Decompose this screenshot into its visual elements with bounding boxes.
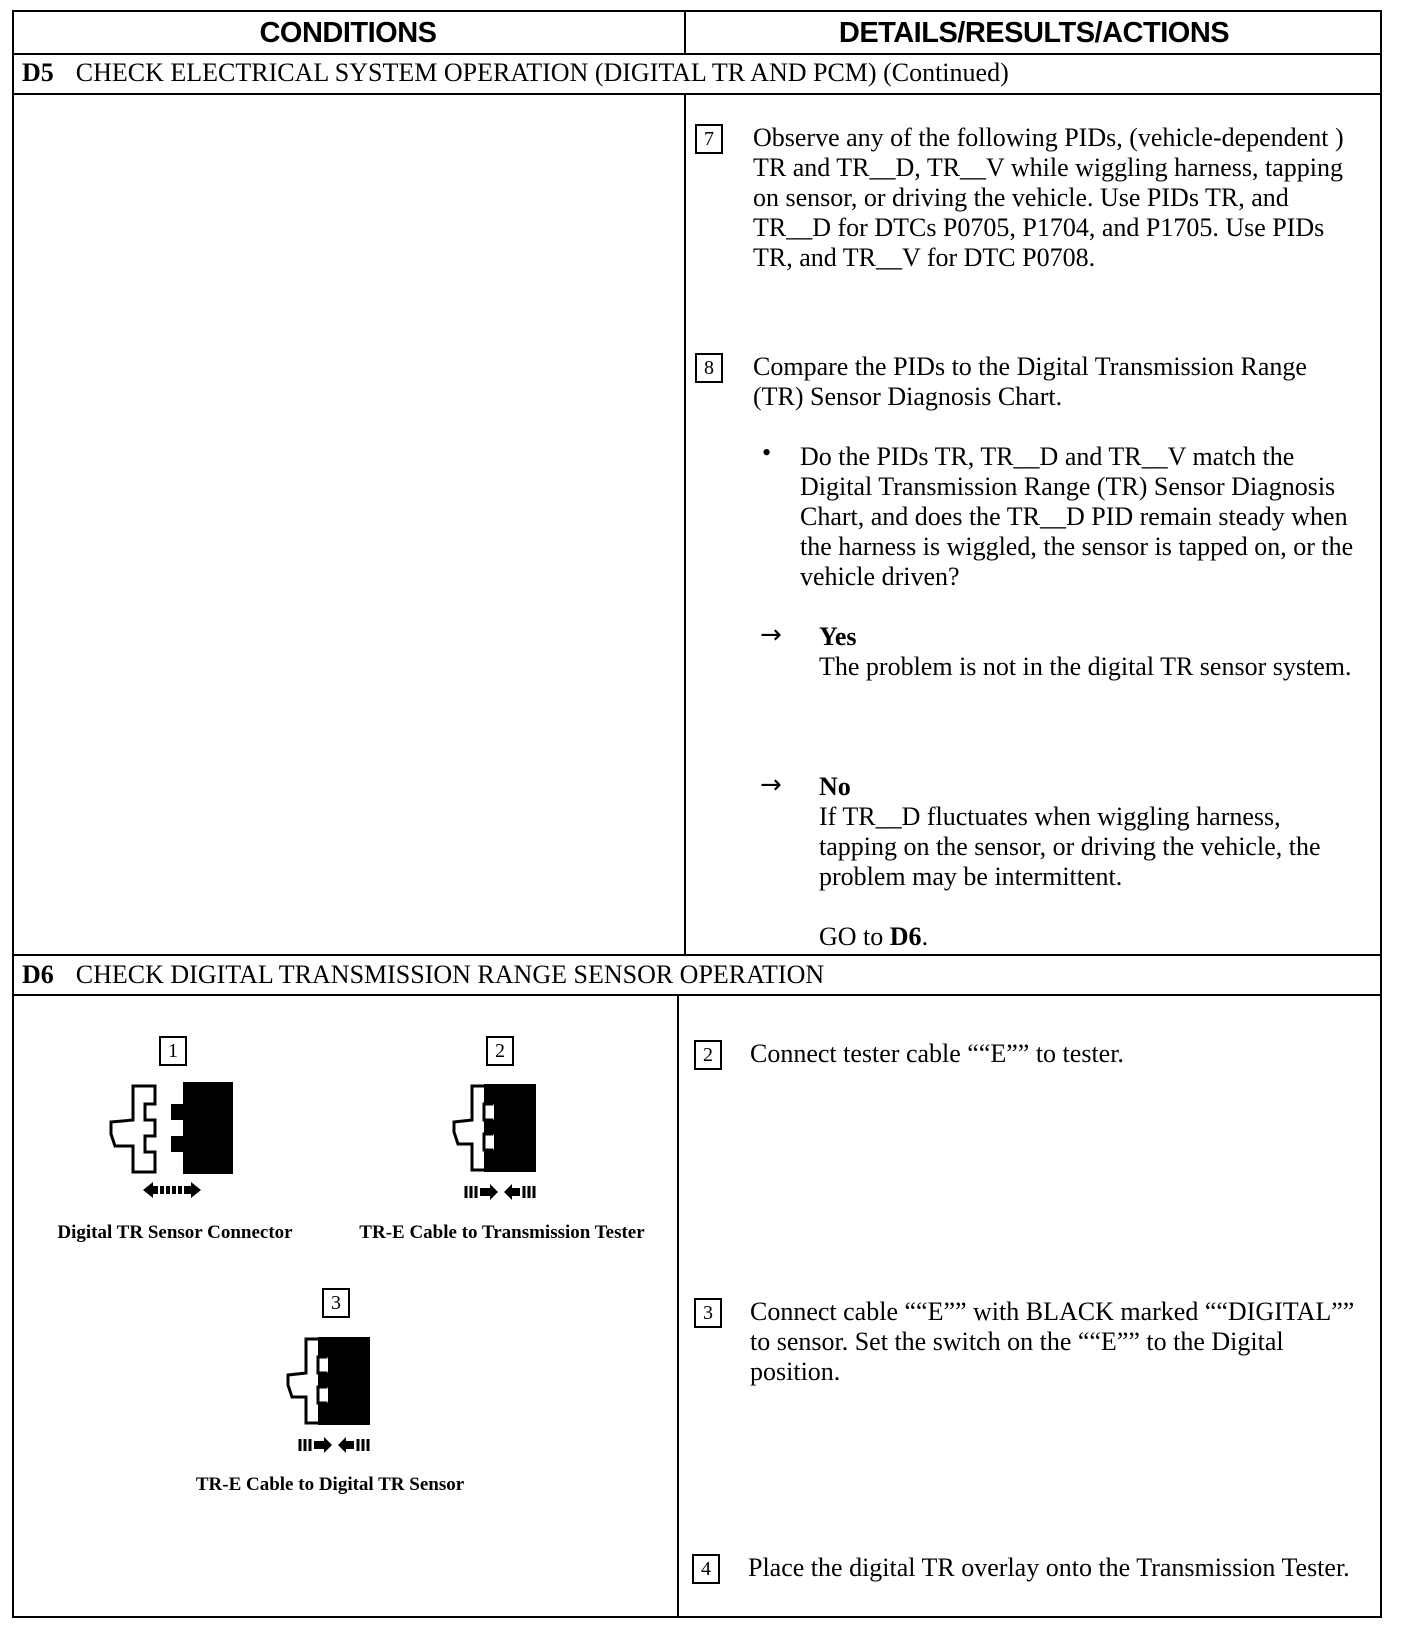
yes-arrow-icon: → [760, 620, 782, 650]
d6-step-2-text: Connect tester cable ““E”” to tester. [750, 1039, 1124, 1068]
tr-e-cable-to-tester-figure [450, 1082, 550, 1207]
figure-2-caption: TR-E Cable to Transmission Tester [359, 1222, 645, 1243]
d6-title-top-divider [12, 954, 1382, 956]
d6-step-4-text: Place the digital TR overlay onto the Transmission Tester. [748, 1553, 1350, 1582]
d6-step-2-number: 2 [694, 1040, 722, 1070]
d5-title: CHECK ELECTRICAL SYSTEM OPERATION (DIGITAL TR AND PCM) (Continued) [75, 58, 1009, 87]
yes-text: The problem is not in the digital TR sensor system. [819, 652, 1352, 681]
d6-column-divider [677, 994, 679, 1618]
figure-1-caption: Digital TR Sensor Connector [57, 1222, 293, 1243]
goto-prefix: GO to [819, 922, 890, 951]
step-8-text: Compare the PIDs to the Digital Transmission Range (TR) Sensor Diagnosis Chart. [753, 352, 1307, 411]
tr-e-cable-to-sensor-figure [284, 1335, 384, 1460]
no-label: No [819, 772, 851, 801]
conditions-header: CONDITIONS [259, 16, 437, 49]
step-8-question: Do the PIDs TR, TR__D and TR__V match the Digital Transmission Range (TR) Sensor Diagnosis Chart, and does the TR__D PID remain steady when the harness is wiggled, the sensor is tapped on, or the vehicle driven? [800, 442, 1354, 591]
bullet-dot: • [762, 438, 772, 467]
goto-d6 [819, 922, 928, 952]
no-text: If TR__D fluctuates when wiggling harness, tapping on the sensor, or driving the vehicle, the problem may be intermittent. [819, 802, 1321, 891]
d6-title: CHECK DIGITAL TRANSMISSION RANGE SENSOR OPERATION [75, 960, 825, 989]
goto-suffix: . [921, 922, 929, 951]
figure-2-number: 2 [486, 1036, 514, 1066]
details-header: DETAILS/RESULTS/ACTIONS [838, 16, 1230, 49]
yes-label: Yes [819, 622, 857, 651]
d6-step-4-number: 4 [692, 1554, 720, 1584]
d5-code: D5 [22, 58, 54, 87]
figure-1-number: 1 [159, 1036, 187, 1066]
step-8-number: 8 [695, 353, 723, 383]
d6-step-3-number: 3 [694, 1298, 722, 1328]
d5-section-title [22, 56, 1372, 90]
goto-target-link[interactable]: D6 [889, 922, 922, 951]
step-7-text: Observe any of the following PIDs, (vehicle-dependent ) TR and TR__D, TR__V while wiggling harness, tapping on sensor, or driving the vehicle. Use PIDs TR, and TR__D for DTCs P0705, P1704, and P1705. Use PIDs TR, and TR__V for DTC P0708. [753, 123, 1344, 272]
d5-title-divider [12, 93, 1382, 95]
step-7-number: 7 [695, 124, 723, 154]
d6-step-3-text: Connect cable ““E”” with BLACK marked ““DIGITAL”” to sensor. Set the switch on the ““E”” to the Digital position. [750, 1297, 1355, 1386]
d6-title-bottom-divider [12, 994, 1382, 996]
no-arrow-icon: → [760, 770, 782, 800]
digital-tr-sensor-connector-figure [105, 1080, 235, 1205]
d6-code: D6 [22, 960, 54, 989]
d5-column-divider [684, 93, 686, 955]
figure-3-number: 3 [322, 1288, 350, 1318]
figure-3-caption: TR-E Cable to Digital TR Sensor [195, 1474, 465, 1495]
d6-section-title [22, 958, 1372, 992]
